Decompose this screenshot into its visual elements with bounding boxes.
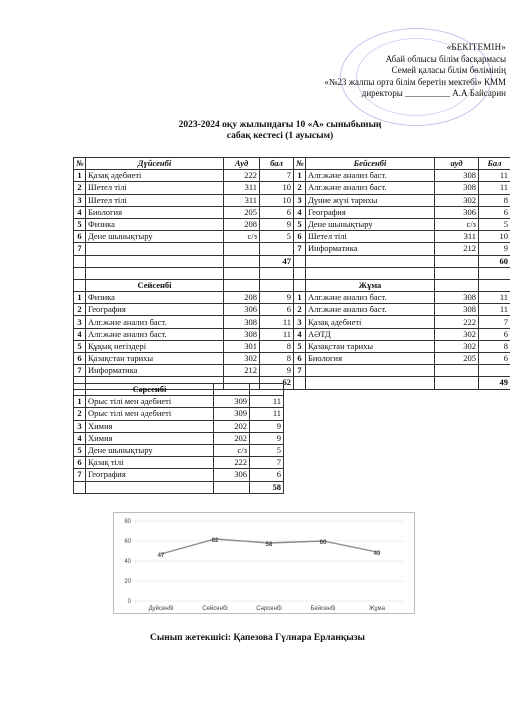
- y-tick-label: 60: [124, 539, 131, 545]
- approval-line-2: Семей қаласы білім бөлімінің: [391, 65, 506, 75]
- room-number: 308: [435, 170, 479, 182]
- lesson-number: 5: [74, 340, 86, 352]
- room-number: 311: [435, 231, 479, 243]
- lesson-score: 9: [250, 432, 284, 444]
- subject-name: Алг.және анализ баст.: [306, 292, 435, 304]
- wednesday-lesson-row: [74, 396, 284, 408]
- friday-total: 49: [479, 377, 510, 389]
- empty-cell: [435, 377, 479, 389]
- subject-name: Қазақ әдебиеті: [86, 170, 224, 182]
- empty-cell: [74, 267, 86, 279]
- monday-lesson-row: [74, 170, 294, 182]
- lesson-score: 6: [250, 469, 284, 481]
- lesson-number: 7: [74, 243, 86, 255]
- lesson-score: 6: [479, 206, 510, 218]
- subject-name: География: [86, 469, 214, 481]
- lesson-number: 6: [74, 457, 86, 469]
- subject-name: Алг.және анализ баст.: [306, 304, 435, 316]
- day-header-friday: Жұма: [306, 279, 435, 291]
- monday-lesson-row: [74, 218, 294, 230]
- empty-cell: [86, 481, 214, 493]
- x-tick-label: Дүйсенбі: [148, 606, 174, 612]
- room-number: 208: [224, 292, 260, 304]
- room-number: 205: [224, 206, 260, 218]
- empty-cell: [294, 279, 306, 291]
- subject-name: Шетел тілі: [86, 182, 224, 194]
- lesson-number: 5: [74, 218, 86, 230]
- room-number: 308: [224, 328, 260, 340]
- day-header-tuesday: Сейсенбі: [86, 279, 224, 291]
- approval-heading: «БЕКІТЕМІН»: [446, 42, 506, 52]
- room-number: 308: [224, 316, 260, 328]
- y-tick-label: 0: [127, 599, 131, 605]
- lesson-score: 10: [479, 231, 510, 243]
- room-number: 306: [435, 206, 479, 218]
- empty-cell: [74, 384, 86, 396]
- empty-cell: [435, 267, 479, 279]
- room-number: 208: [224, 218, 260, 230]
- col-number-header: №: [74, 158, 86, 170]
- lesson-score: [260, 243, 294, 255]
- lesson-score: 9: [260, 292, 294, 304]
- schedule-table-wednesday: [73, 383, 284, 494]
- monday-lesson-row: [74, 182, 294, 194]
- room-number: 311: [224, 182, 260, 194]
- empty-cell: [214, 481, 250, 493]
- data-label: 49: [373, 551, 381, 557]
- lesson-number: 2: [294, 304, 306, 316]
- room-number: 302: [435, 194, 479, 206]
- room-number: 222: [214, 457, 250, 469]
- lesson-score: 11: [479, 170, 510, 182]
- room-number: 308: [435, 304, 479, 316]
- lesson-number: 2: [294, 182, 306, 194]
- schedule-table-left: [73, 157, 294, 390]
- subject-name: Орыс тілі мен әдебиеті: [86, 396, 214, 408]
- wednesday-total: 58: [250, 481, 284, 493]
- room-number: 205: [435, 353, 479, 365]
- lesson-score: 5: [250, 444, 284, 456]
- room-number: с/з: [435, 218, 479, 230]
- room-number: с/з: [214, 444, 250, 456]
- table-header-row: [74, 158, 294, 170]
- tuesday-lesson-row: [74, 304, 294, 316]
- data-label: 60: [319, 540, 327, 546]
- subject-name: Орыс тілі мен әдебиеті: [86, 408, 214, 420]
- empty-cell: [224, 255, 260, 267]
- thursday-total-row: [294, 255, 510, 267]
- empty-cell: [306, 377, 435, 389]
- empty-cell: [214, 384, 250, 396]
- lesson-number: 4: [74, 328, 86, 340]
- lesson-number: 4: [74, 432, 86, 444]
- lesson-score: 11: [260, 328, 294, 340]
- subject-name: География: [306, 206, 435, 218]
- subject-name: Информатика: [86, 365, 224, 377]
- room-number: 308: [435, 292, 479, 304]
- schedule-title-line-2: сабақ кестесі (1 ауысым): [226, 131, 334, 141]
- y-tick-label: 20: [124, 579, 131, 585]
- empty-cell: [86, 255, 224, 267]
- lesson-number: 3: [294, 194, 306, 206]
- wednesday-lesson-row: [74, 444, 284, 456]
- lesson-number: 5: [74, 444, 86, 456]
- subject-name: Химия: [86, 420, 214, 432]
- lesson-score: 11: [479, 304, 510, 316]
- day-header-monday: Дүйсенбі: [86, 158, 224, 170]
- empty-cell: [86, 267, 224, 279]
- lesson-number: 7: [74, 469, 86, 481]
- lesson-score: 11: [479, 182, 510, 194]
- schedule-title: [150, 120, 410, 142]
- thursday-lesson-row: [294, 194, 510, 206]
- lesson-number: 1: [294, 292, 306, 304]
- lesson-score: 8: [479, 194, 510, 206]
- subject-name: Шетел тілі: [306, 231, 435, 243]
- lesson-score: 11: [479, 292, 510, 304]
- empty-cell: [224, 267, 260, 279]
- friday-lesson-row: [294, 353, 510, 365]
- subject-name: Құқық негіздері: [86, 340, 224, 352]
- lesson-number: 1: [294, 170, 306, 182]
- empty-cell: [294, 377, 306, 389]
- room-number: с/з: [224, 231, 260, 243]
- lesson-number: 2: [74, 182, 86, 194]
- thursday-lesson-row: [294, 218, 510, 230]
- lesson-score: [479, 365, 510, 377]
- lesson-number: 4: [294, 206, 306, 218]
- room-number: 202: [214, 432, 250, 444]
- room-number: 302: [435, 328, 479, 340]
- lesson-score: 10: [260, 182, 294, 194]
- monday-lesson-row: [74, 231, 294, 243]
- room-number: [435, 365, 479, 377]
- spacer-row: [294, 267, 510, 279]
- thursday-lesson-row: [294, 170, 510, 182]
- lesson-number: 6: [74, 231, 86, 243]
- empty-cell: [479, 267, 510, 279]
- wednesday-lesson-row: [74, 432, 284, 444]
- empty-cell: [260, 267, 294, 279]
- lesson-score: 7: [260, 170, 294, 182]
- subject-name: [306, 365, 435, 377]
- col-number-header: №: [294, 158, 306, 170]
- subject-name: География: [86, 304, 224, 316]
- lesson-number: 2: [74, 304, 86, 316]
- lesson-number: 3: [74, 420, 86, 432]
- lesson-number: 6: [294, 353, 306, 365]
- lesson-score: 10: [260, 194, 294, 206]
- room-number: 311: [224, 194, 260, 206]
- lesson-score: 9: [250, 420, 284, 432]
- friday-lesson-row: [294, 340, 510, 352]
- table-header-row: [294, 158, 510, 170]
- lesson-number: 5: [294, 218, 306, 230]
- subject-name: АӘТД: [306, 328, 435, 340]
- room-number: 306: [224, 304, 260, 316]
- approval-block: [260, 42, 506, 100]
- empty-cell: [74, 279, 86, 291]
- lesson-score: 6: [479, 328, 510, 340]
- lesson-score: 8: [260, 340, 294, 352]
- tuesday-header-row: [74, 279, 294, 291]
- lesson-score: 8: [479, 340, 510, 352]
- monday-lesson-row: [74, 206, 294, 218]
- lesson-score: 11: [260, 316, 294, 328]
- friday-lesson-row: [294, 365, 510, 377]
- empty-cell: [74, 481, 86, 493]
- lesson-score: 9: [260, 365, 294, 377]
- subject-name: Физика: [86, 292, 224, 304]
- subject-name: [86, 243, 224, 255]
- room-number: 202: [214, 420, 250, 432]
- approval-line-1: Абай облысы білім басқармасы: [385, 53, 506, 64]
- weekly-load-chart: [113, 512, 415, 614]
- lesson-number: 6: [74, 353, 86, 365]
- subject-name: Алг.және анализ баст.: [86, 316, 224, 328]
- wednesday-lesson-row: [74, 469, 284, 481]
- subject-name: Физика: [86, 218, 224, 230]
- empty-cell: [74, 255, 86, 267]
- empty-cell: [435, 279, 479, 291]
- y-tick-label: 80: [124, 519, 131, 525]
- room-number: 306: [214, 469, 250, 481]
- empty-cell: [435, 255, 479, 267]
- monday-lesson-row: [74, 194, 294, 206]
- subject-name: Биология: [86, 206, 224, 218]
- lesson-score: 6: [260, 304, 294, 316]
- empty-cell: [294, 267, 306, 279]
- room-number: 222: [224, 170, 260, 182]
- thursday-lesson-row: [294, 231, 510, 243]
- friday-lesson-row: [294, 316, 510, 328]
- x-tick-label: Сәрсенбі: [256, 606, 282, 612]
- subject-name: Дүние жүзі тарихы: [306, 194, 435, 206]
- lesson-number: 7: [74, 365, 86, 377]
- schedule-table-right: [293, 157, 510, 390]
- lesson-number: 7: [294, 365, 306, 377]
- lesson-number: 3: [294, 316, 306, 328]
- approval-line-3: «№23 жалпы орта білім беретін мектебі» КММ: [324, 76, 506, 87]
- monday-total: 47: [260, 255, 294, 267]
- data-label: 47: [157, 553, 165, 559]
- empty-cell: [224, 279, 260, 291]
- wednesday-header-row: [74, 384, 284, 396]
- room-number: 308: [435, 182, 479, 194]
- lesson-score: 5: [479, 218, 510, 230]
- room-number: 301: [224, 340, 260, 352]
- friday-lesson-row: [294, 304, 510, 316]
- room-number: 309: [214, 396, 250, 408]
- wednesday-lesson-row: [74, 408, 284, 420]
- room-number: 302: [224, 353, 260, 365]
- empty-cell: [260, 279, 294, 291]
- tuesday-lesson-row: [74, 365, 294, 377]
- wednesday-total-row: [74, 481, 284, 493]
- schedule-title-line-1: 2023-2024 оқу жылындағы 10 «А» сыныбының: [178, 120, 382, 130]
- subject-name: Дене шынықтыру: [86, 444, 214, 456]
- tuesday-lesson-row: [74, 353, 294, 365]
- x-tick-label: Бейсенбі: [310, 606, 336, 612]
- monday-total-row: [74, 255, 294, 267]
- subject-name: Биология: [306, 353, 435, 365]
- lesson-score: 8: [260, 353, 294, 365]
- subject-name: Қазақ әдебиеті: [306, 316, 435, 328]
- subject-name: Алг.және анализ баст.: [306, 170, 435, 182]
- lesson-number: 4: [74, 206, 86, 218]
- lesson-number: 1: [74, 396, 86, 408]
- lesson-number: 6: [294, 231, 306, 243]
- x-tick-label: Сейсенбі: [202, 606, 228, 612]
- lesson-number: 3: [74, 194, 86, 206]
- lesson-number: 1: [74, 292, 86, 304]
- day-header-thursday: Бейсенбі: [306, 158, 435, 170]
- friday-total-row: [294, 377, 510, 389]
- lesson-number: 4: [294, 328, 306, 340]
- lesson-score: 7: [479, 316, 510, 328]
- tuesday-lesson-row: [74, 328, 294, 340]
- thursday-lesson-row: [294, 182, 510, 194]
- subject-name: Қазақстан тарихы: [306, 340, 435, 352]
- subject-name: Шетел тілі: [86, 194, 224, 206]
- lesson-score: 5: [260, 231, 294, 243]
- lesson-score: 9: [260, 218, 294, 230]
- lesson-score: 11: [250, 408, 284, 420]
- class-teacher: Сынып жетекшісі: Қапезова Гүлнара Ерланқызы: [150, 633, 365, 643]
- col-score-header: Бал: [479, 158, 510, 170]
- empty-cell: [306, 255, 435, 267]
- y-tick-label: 40: [124, 559, 131, 565]
- lesson-score: 9: [479, 243, 510, 255]
- wednesday-lesson-row: [74, 420, 284, 432]
- wednesday-lesson-row: [74, 457, 284, 469]
- approval-line-4: директоры __________ А.А Байсарин: [361, 88, 506, 98]
- friday-header-row: [294, 279, 510, 291]
- lesson-number: 3: [74, 316, 86, 328]
- room-number: 309: [214, 408, 250, 420]
- lesson-score: 11: [250, 396, 284, 408]
- lesson-number: 2: [74, 408, 86, 420]
- room-number: 212: [435, 243, 479, 255]
- subject-name: Дене шынықтыру: [86, 231, 224, 243]
- friday-lesson-row: [294, 328, 510, 340]
- room-number: 222: [435, 316, 479, 328]
- data-label: 58: [265, 542, 273, 548]
- weekly-load-chart-svg: [114, 513, 414, 613]
- empty-cell: [306, 267, 435, 279]
- lesson-score: 6: [479, 353, 510, 365]
- subject-name: Химия: [86, 432, 214, 444]
- thursday-lesson-row: [294, 243, 510, 255]
- spacer-row: [74, 267, 294, 279]
- thursday-lesson-row: [294, 206, 510, 218]
- subject-name: Қазақ тілі: [86, 457, 214, 469]
- room-number: 212: [224, 365, 260, 377]
- subject-name: Дене шынықтыру: [306, 218, 435, 230]
- room-number: 302: [435, 340, 479, 352]
- subject-name: Информатика: [306, 243, 435, 255]
- tuesday-lesson-row: [74, 292, 294, 304]
- lesson-score: 7: [250, 457, 284, 469]
- monday-lesson-row: [74, 243, 294, 255]
- col-room-header: ауд: [435, 158, 479, 170]
- col-room-header: Ауд: [224, 158, 260, 170]
- friday-lesson-row: [294, 292, 510, 304]
- lesson-number: 1: [74, 170, 86, 182]
- thursday-total: 60: [479, 255, 510, 267]
- empty-cell: [294, 255, 306, 267]
- data-label: 62: [211, 538, 219, 544]
- lesson-number: 5: [294, 340, 306, 352]
- lesson-number: 7: [294, 243, 306, 255]
- tuesday-lesson-row: [74, 316, 294, 328]
- subject-name: Қазақстан тарихы: [86, 353, 224, 365]
- day-header-wednesday: Сәрсенбі: [86, 384, 214, 396]
- tuesday-total: 62: [260, 377, 294, 389]
- empty-cell: [479, 279, 510, 291]
- subject-name: Алг.және анализ баст.: [306, 182, 435, 194]
- subject-name: Алг.және анализ баст.: [86, 328, 224, 340]
- lesson-score: 6: [260, 206, 294, 218]
- x-tick-label: Жұма: [368, 606, 386, 612]
- col-score-header: бал: [260, 158, 294, 170]
- tuesday-lesson-row: [74, 340, 294, 352]
- room-number: [224, 243, 260, 255]
- empty-cell: [250, 384, 284, 396]
